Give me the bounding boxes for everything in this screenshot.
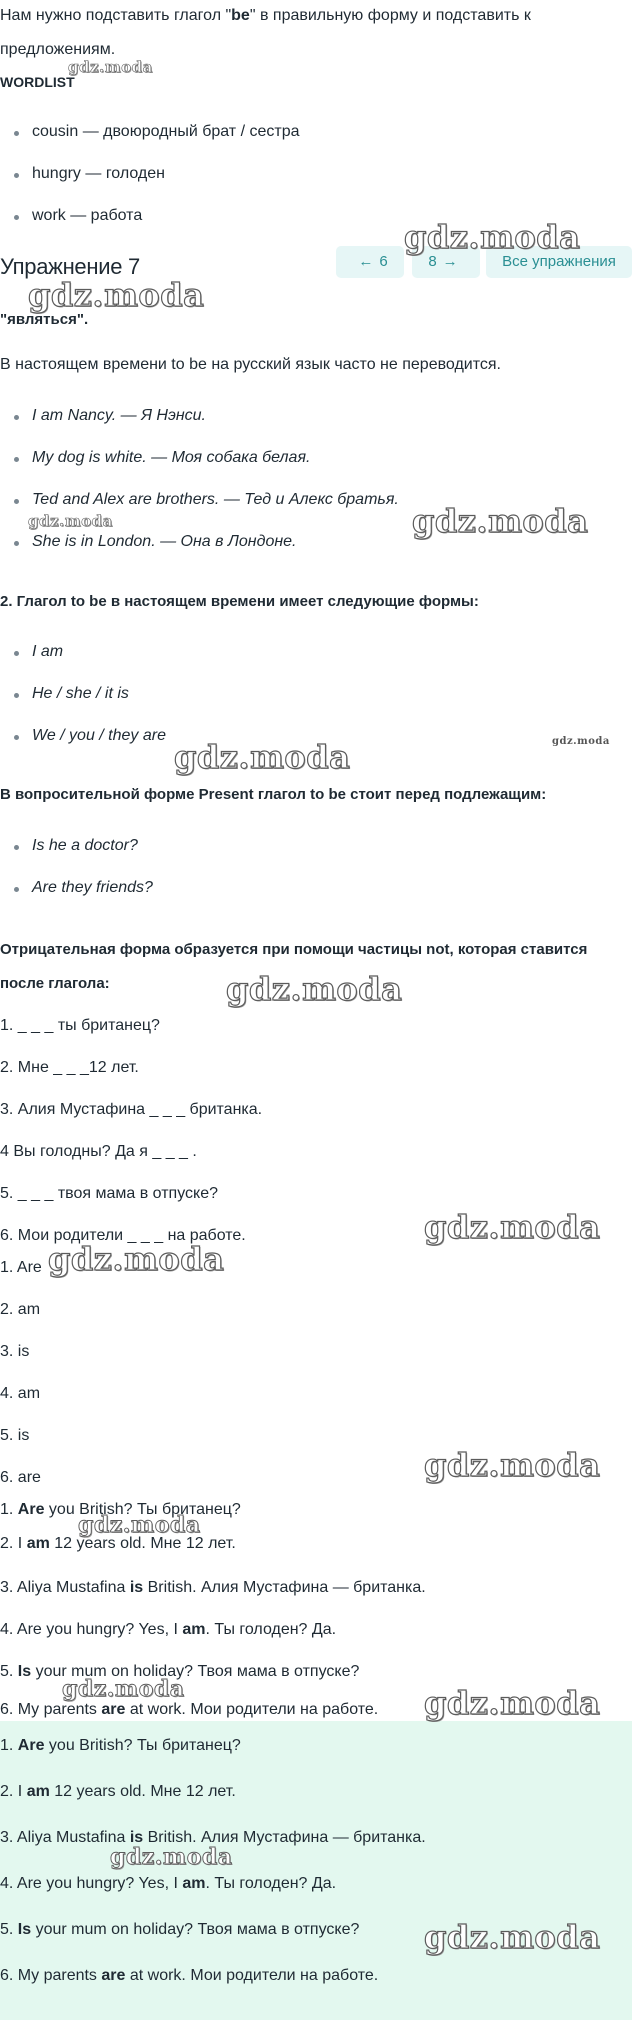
answer-item: 3. is	[0, 1343, 30, 1360]
prev-exercise-button[interactable]: ← 6	[336, 246, 404, 278]
all-exercises-button[interactable]: Все упражнения	[486, 246, 632, 278]
watermark: gdz.moda	[424, 1918, 601, 1956]
task-item: 4 Вы голодны? Да я _ _ _ .	[0, 1143, 197, 1160]
bullet-icon	[14, 131, 19, 136]
intro-line-2: предложениям.	[0, 41, 116, 58]
watermark: gdz.moda	[48, 1240, 225, 1278]
task-item: 5. _ _ _ твоя мама в отпуске?	[0, 1185, 218, 1202]
sentence-item: 5. Is your mum on holiday? Твоя мама в отпуске?	[0, 1663, 360, 1680]
sentence-item: 3. Aliya Mustafina is British. Алия Мустафина — британка.	[0, 1579, 426, 1596]
answer-item: 2. am	[0, 1301, 41, 1318]
answer-box-sentence: 2. I am 12 years old. Мне 12 лет.	[0, 1783, 236, 1800]
watermark: gdz.moda	[28, 512, 113, 530]
wordlist-item: cousin — двоюродный брат / сестра	[32, 123, 300, 140]
example-item: I am Nancy. — Я Нэнси.	[32, 407, 206, 424]
watermark: gdz.moda	[28, 276, 205, 314]
watermark: gdz.moda	[78, 1512, 201, 1538]
bullet-icon	[14, 415, 19, 420]
negative-line-1: Отрицательная форма образуется при помощи частицы not, которая ставится	[0, 941, 588, 958]
task-item: 2. Мне _ _ _12 лет.	[0, 1059, 139, 1076]
sentence-item: 4. Are you hungry? Yes, I am. Ты голоден? Да.	[0, 1621, 337, 1638]
bullet-icon	[14, 457, 19, 462]
sentence-item: 6. My parents are at work. Мои родители на работе.	[0, 1701, 379, 1718]
watermark: gdz.moda	[174, 738, 351, 776]
present-note: В настоящем времени to be на русский язык часто не переводится.	[0, 356, 501, 373]
example-item: My dog is white. — Моя собака белая.	[32, 449, 311, 466]
bullet-icon	[14, 887, 19, 892]
answer-item: 1. Are	[0, 1259, 42, 1276]
watermark: gdz.moda	[412, 502, 589, 540]
bullet-icon	[14, 215, 19, 220]
bullet-icon	[14, 499, 19, 504]
exercise-title: Упражнение 7	[0, 254, 140, 279]
example-item: Ted and Alex are brothers. — Тед и Алекс братья.	[32, 491, 399, 508]
answer-box-sentence: 6. My parents are at work. Мои родители на работе.	[0, 1967, 379, 1984]
task-item: 6. Мои родители _ _ _ на работе.	[0, 1227, 246, 1244]
question-item: Is he a doctor?	[32, 837, 138, 854]
watermark: gdz.moda	[404, 218, 581, 256]
bullet-icon	[14, 541, 19, 546]
partial-line: "являться".	[0, 311, 89, 328]
answer-box-sentence: 5. Is your mum on holiday? Твоя мама в отпуске?	[0, 1921, 360, 1938]
intro-line-1: Нам нужно подставить глагол "be" в правильную форму и подставить к	[0, 7, 531, 24]
form-item: We / you / they are	[32, 727, 166, 744]
watermark: gdz.moda	[110, 1844, 233, 1870]
task-item: 1. _ _ _ ты британец?	[0, 1017, 160, 1034]
form-item: He / she / it is	[32, 685, 129, 702]
watermark: gdz.moda	[226, 970, 403, 1008]
sentence-item: 2. I am 12 years old. Мне 12 лет.	[0, 1535, 236, 1552]
bullet-icon	[14, 173, 19, 178]
watermark: gdz.moda	[552, 736, 610, 747]
answer-box-sentence: 4. Are you hungry? Yes, I am. Ты голоден? Да.	[0, 1875, 337, 1892]
task-item: 3. Алия Мустафина _ _ _ британка.	[0, 1101, 263, 1118]
form-item: I am	[32, 643, 64, 660]
wordlist-item: work — работа	[32, 207, 143, 224]
forms-heading: 2. Глагол to be в настоящем времени имеет следующие формы:	[0, 593, 479, 610]
next-exercise-button[interactable]: 8 →	[412, 246, 480, 278]
bullet-icon	[14, 693, 19, 698]
watermark: gdz.moda	[62, 1676, 185, 1702]
bullet-icon	[14, 735, 19, 740]
question-heading: В вопросительной форме Present глагол to be стоит перед подлежащим:	[0, 786, 547, 803]
arrow-left-icon: ←	[358, 253, 374, 270]
bullet-icon	[14, 651, 19, 656]
watermark: gdz.moda	[424, 1446, 601, 1484]
answer-box-sentence: 1. Are you British? Ты британец?	[0, 1737, 241, 1754]
answer-item: 4. am	[0, 1385, 41, 1402]
question-item: Are they friends?	[32, 879, 153, 896]
watermark: gdz.moda	[68, 58, 153, 76]
answer-box-sentence: 3. Aliya Mustafina is British. Алия Мустафина — британка.	[0, 1829, 426, 1846]
watermark: gdz.moda	[424, 1208, 601, 1246]
negative-line-2: после глагола:	[0, 975, 110, 992]
example-item: She is in London. — Она в Лондоне.	[32, 533, 297, 550]
bullet-icon	[14, 845, 19, 850]
arrow-right-icon: →	[442, 253, 458, 270]
answer-item: 6. are	[0, 1469, 41, 1486]
wordlist-item: hungry — голоден	[32, 165, 165, 182]
watermark: gdz.moda	[424, 1684, 601, 1722]
answer-item: 5. is	[0, 1427, 30, 1444]
sentence-item: 1. Are you British? Ты британец?	[0, 1501, 241, 1518]
wordlist-title: WORDLIST	[0, 74, 75, 90]
